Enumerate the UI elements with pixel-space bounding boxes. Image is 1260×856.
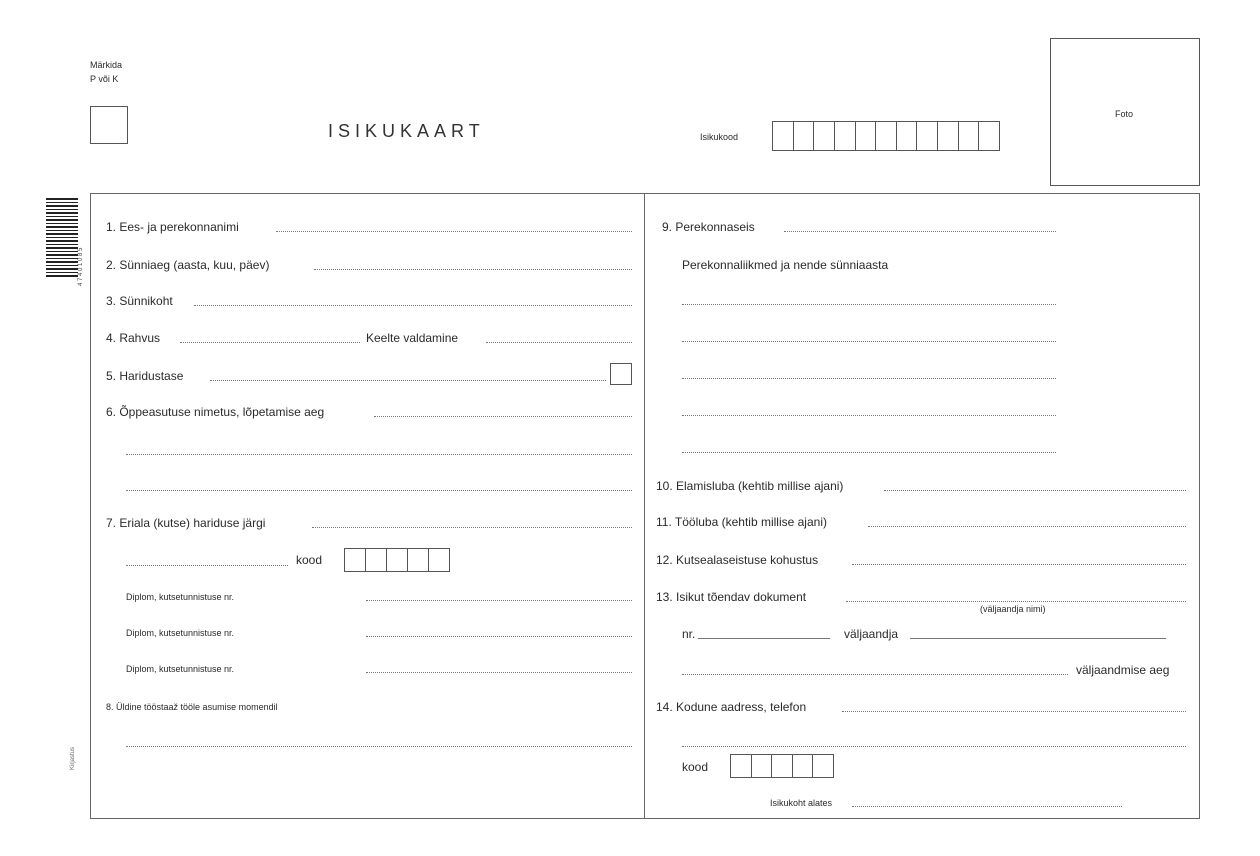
gender-label-line2: P või K — [90, 74, 119, 84]
field-7-line[interactable] — [312, 527, 632, 528]
field-1-label: 1. Ees- ja perekonnanimi — [106, 220, 239, 234]
family-line-5[interactable] — [682, 452, 1056, 453]
field-9-line[interactable] — [784, 231, 1056, 232]
field-4-label: 4. Rahvus — [106, 331, 161, 345]
field-8-label: 8. Üldine tööstaaž tööle asumise momendil — [106, 702, 278, 712]
issuer-note: (väljaandja nimi) — [980, 604, 1046, 614]
field-11-line[interactable] — [868, 526, 1186, 527]
family-line-3[interactable] — [682, 378, 1056, 379]
form-frame — [90, 193, 1200, 819]
barcode — [46, 198, 78, 278]
gender-checkbox[interactable] — [90, 106, 128, 144]
column-divider — [644, 193, 645, 819]
page-title: ISIKUKAART — [328, 121, 485, 141]
field-6-line-2[interactable] — [126, 454, 632, 455]
issuer-label: väljaandja — [844, 627, 899, 641]
field-6-label: 6. Õppeasutuse nimetus, lõpetamise aeg — [106, 405, 325, 419]
photo-label: Foto — [1115, 109, 1134, 119]
registered-since-label: Isikukoht alates — [770, 798, 833, 808]
field-7-label: 7. Eriala (kutse) hariduse järgi — [106, 516, 266, 530]
diploma-label-1: Diplom, kutsetunnistuse nr. — [126, 592, 235, 602]
address-code-cells[interactable] — [730, 754, 834, 778]
field-13-label: 13. Isikut tõendav dokument — [656, 590, 807, 604]
family-line-4[interactable] — [682, 415, 1056, 416]
id-code-label: Isikukood — [700, 132, 739, 142]
diploma-line-1[interactable] — [366, 600, 632, 601]
field-12-label: 12. Kutsealaseistuse kohustus — [656, 553, 819, 567]
specialty-code-label: kood — [296, 553, 323, 567]
field-10-line[interactable] — [884, 490, 1186, 491]
issue-date-label: väljaandmise aeg — [1076, 663, 1170, 677]
field-1-line[interactable] — [276, 231, 632, 232]
field-6-line[interactable] — [374, 416, 632, 417]
field-9-label: 9. Perekonnaseis — [662, 220, 755, 234]
issue-date-line[interactable] — [682, 674, 1068, 675]
id-code-cells[interactable] — [772, 121, 1000, 151]
diploma-line-3[interactable] — [366, 672, 632, 673]
family-members-label: Perekonnaliikmed ja nende sünniaasta — [682, 258, 889, 272]
field-8-line[interactable] — [126, 746, 632, 747]
field-3-line[interactable] — [194, 305, 632, 306]
barcode-number: 4 7 4 0 1 0 8 5 — [78, 247, 84, 286]
document-nr-label: nr. — [682, 627, 696, 641]
field-2-label: 2. Sünniaeg (aasta, kuu, päev) — [106, 258, 270, 272]
languages-label: Keelte valdamine — [366, 331, 459, 345]
family-line-2[interactable] — [682, 341, 1056, 342]
registered-since-line[interactable] — [852, 806, 1122, 807]
diploma-label-2: Diplom, kutsetunnistuse nr. — [126, 628, 235, 638]
gender-label-line1: Märkida — [90, 60, 123, 70]
diploma-label-3: Diplom, kutsetunnistuse nr. — [126, 664, 235, 674]
address-code-label: kood — [682, 760, 709, 774]
field-2-line[interactable] — [314, 269, 632, 270]
education-level-box[interactable] — [610, 363, 632, 385]
specialty-code-cells[interactable] — [344, 548, 450, 572]
diploma-line-2[interactable] — [366, 636, 632, 637]
field-3-label: 3. Sünnikoht — [106, 294, 173, 308]
languages-line[interactable] — [486, 342, 632, 343]
family-line-1[interactable] — [682, 304, 1056, 305]
vertical-publisher-text: Kirjastus — [70, 746, 76, 770]
field-5-label: 5. Haridustase — [106, 369, 184, 383]
field-12-line[interactable] — [852, 564, 1186, 565]
photo-box[interactable] — [1050, 38, 1200, 186]
issuer-line[interactable] — [910, 638, 1166, 639]
field-14-line[interactable] — [842, 711, 1186, 712]
field-10-label: 10. Elamisluba (kehtib millise ajani) — [656, 479, 844, 493]
field-14-line-2[interactable] — [682, 746, 1186, 747]
field-14-label: 14. Kodune aadress, telefon — [656, 700, 807, 714]
field-7-line-2[interactable] — [126, 565, 288, 566]
field-6-line-3[interactable] — [126, 490, 632, 491]
field-4-line[interactable] — [180, 342, 360, 343]
field-11-label: 11. Tööluba (kehtib millise ajani) — [656, 515, 827, 529]
field-5-line[interactable] — [210, 380, 606, 381]
document-nr-line[interactable] — [698, 638, 830, 639]
